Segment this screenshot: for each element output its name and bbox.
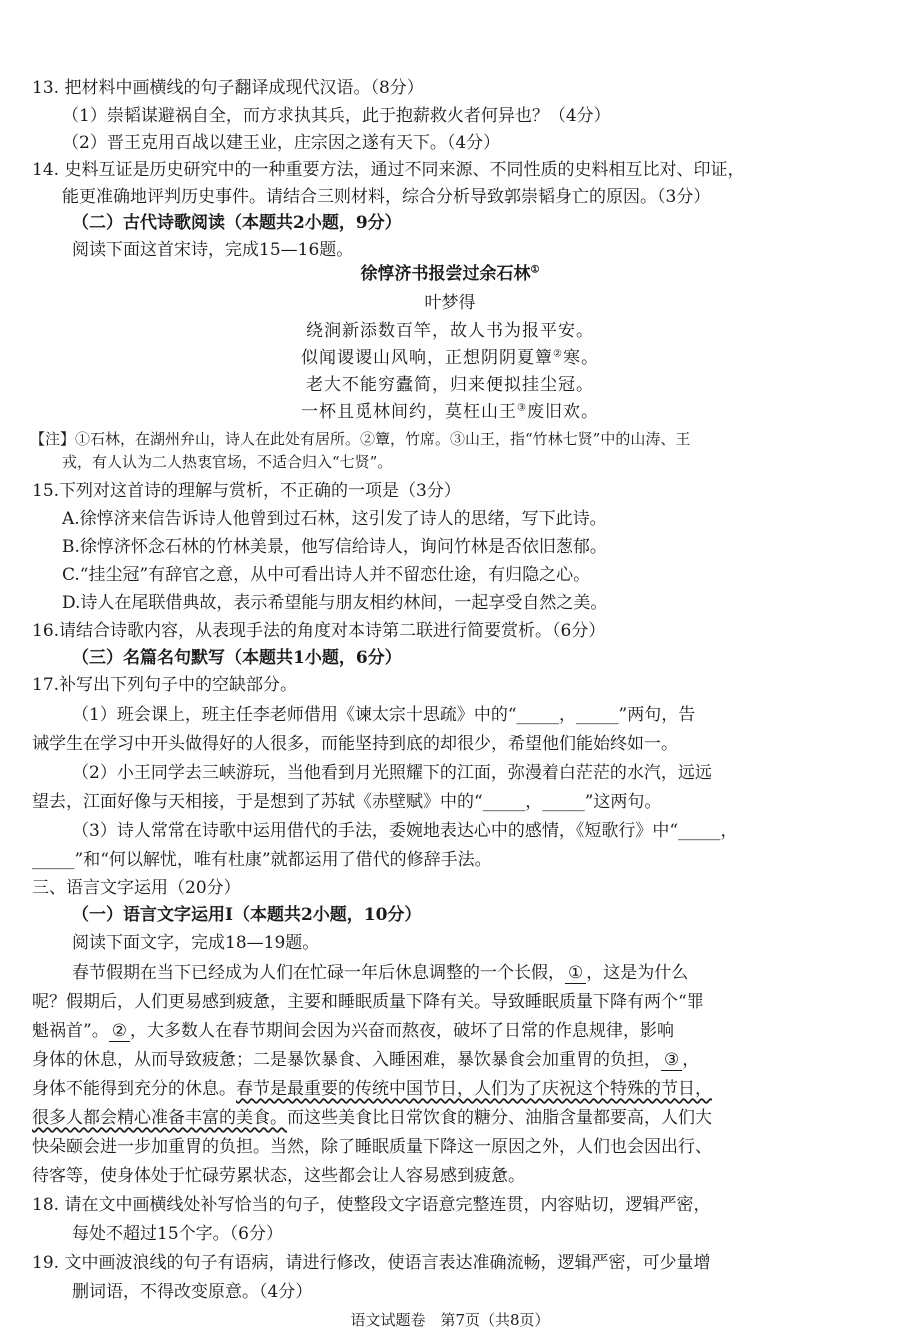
part3-heading: 三、语言文字运用（20分） (32, 878, 241, 898)
passage-text: 魁祸首”。 (32, 1021, 109, 1041)
q15-option-a: A.徐惇济来信告诉诗人他曾到过石林，这引发了诗人的思绪，写下此诗。 (62, 509, 607, 529)
page-footer: 语文试题卷 第7页（共8页） (350, 1311, 550, 1329)
poem-line-3: 老大不能穷蠹简，归来便拟挂尘冠。 (306, 375, 594, 395)
q17-sub2-line2: 望去，江面好像与天相接，于是想到了苏轼《赤壁赋》中的“_____，_____”这两句。 (32, 792, 662, 812)
wavy-sentence-part2: 很多人都会精心准备丰富的美食。 (32, 1108, 287, 1128)
q14-line1: 14. 史料互证是历史研究中的一种重要方法，通过不同来源、不同性质的史料相互比对、印证， (32, 160, 745, 180)
passage-line-7: 快朵颐会进一步加重胃的负担。当然，除了睡眠质量下降这一原因之外，人们也会因出行、 (32, 1137, 712, 1157)
poem-author: 叶梦得 (424, 293, 476, 313)
passage-line-1 (72, 961, 688, 986)
poem-line-4 (0, 400, 900, 425)
passage-text: 身体的休息，从而导致疲惫；二是暴饮暴食、入睡困难，暴饮暴食会加重胃的负担， (32, 1050, 661, 1070)
q17-sub1-line2: 诫学生在学习中开头做得好的人很多，而能坚持到底的却很少，希望他们能始终如一。 (32, 734, 678, 754)
part3-sub-heading: （一）语言文字运用Ⅰ（本题共2小题，10分） (72, 905, 422, 925)
q17-sub3-line2: _____”和“何以解忧，唯有杜康”就都运用了借代的修辞手法。 (32, 850, 492, 870)
passage-text: ，大多数人在春节期间会因为兴奋而熬夜，破坏了日常的作息规律，影响 (129, 1021, 674, 1041)
passage-text: ，这是为什么 (586, 963, 689, 983)
passage-line-3 (32, 1019, 674, 1044)
poem-line-4-text: 一杯且觅林间约，莫枉山王 (301, 402, 518, 422)
passage-line-6 (32, 1106, 712, 1131)
poem-line-1: 绕涧新添数百竿，故人书为报平安。 (306, 321, 594, 341)
q13-stem: 13. 把材料中画横线的句子翻译成现代汉语。（8分） (32, 78, 424, 98)
q15-option-c: C.“挂尘冠”有辞官之意，从中可看出诗人并不留恋仕途，有归隐之心。 (62, 565, 591, 585)
q14-line2: 能更准确地评判历史事件。请结合三则材料，综合分析导致郭崇韬身亡的原因。（3分） (62, 187, 711, 207)
poem-title-note-mark: ① (530, 264, 540, 276)
poem-line-4-end: 废旧欢。 (526, 402, 599, 422)
passage-line-5 (32, 1077, 712, 1102)
blank-2: ② (109, 1021, 130, 1042)
poem-line-2 (0, 346, 900, 371)
q18-line1: 18. 请在文中画横线处补写恰当的句子，使整段文字语意完整连贯，内容贴切，逻辑严密， (32, 1195, 711, 1215)
part3-intro: 阅读下面文字，完成18—19题。 (72, 933, 320, 953)
poem-note-line2: 戎，有人认为二人热衷官场，不适合归入“七贤”。 (62, 453, 393, 471)
poem-title-line (0, 262, 900, 287)
blank-3: ③ (661, 1050, 682, 1071)
poem-line-2-end: 寒。 (562, 348, 599, 368)
passage-line-8: 待客等，使身体处于忙碌劳累状态，这些都会让人容易感到疲惫。 (32, 1166, 525, 1186)
q13-sub1: （1）崇韬谋避祸自全，而方求执其兵，此于抱薪救火者何异也？（4分） (62, 106, 611, 126)
q15-option-d: D.诗人在尾联借典故，表示希望能与朋友相约林间，一起享受自然之美。 (62, 593, 608, 613)
passage-text: 而这些美食比日常饮食的糖分、油脂含量都要高，人们大 (287, 1108, 712, 1128)
q17-sub3-line1: （3）诗人常常在诗歌中运用借代的手法，委婉地表达心中的感情，《短歌行》中“_____， (72, 821, 738, 841)
q19-line2: 删词语，不得改变原意。（4分） (72, 1282, 313, 1302)
passage-text: ， (682, 1050, 700, 1070)
blank-1: ① (565, 963, 586, 984)
q15-stem: 15.下列对这首诗的理解与赏析，不正确的一项是（3分） (32, 481, 461, 501)
passage-line-2: 呢？假期后，人们更易感到疲惫，主要和睡眠质量下降有关。导致睡眠质量下降有两个“罪 (32, 992, 704, 1012)
q17-sub1-line1: （1）班会课上，班主任李老师借用《谏太宗十思疏》中的“_____，_____”两句，告 (72, 705, 696, 725)
poem-note-mark-2: ② (553, 348, 563, 360)
poem-note-line1: 【注】①石林，在湖州弁山，诗人在此处有居所。②簟，竹席。③山王，指“竹林七贤”中的山涛、王 (30, 430, 691, 448)
q13-sub2: （2）晋王克用百战以建王业，庄宗因之遂有天下。（4分） (62, 133, 501, 153)
section-poetry-heading: （二）古代诗歌阅读（本题共2小题，9分） (72, 213, 402, 233)
poem-line-2-text: 似闻谡谡山风响，正想阴阴夏簟 (301, 348, 554, 368)
q18-line2: 每处不超过15个字。（6分） (72, 1224, 283, 1244)
poem-title: 徐惇济书报尝过余石林 (360, 264, 531, 284)
passage-text: 春节假期在当下已经成为人们在忙碌一年后休息调整的一个长假， (72, 963, 565, 983)
q15-option-b: B.徐惇济怀念石林的竹林美景，他写信给诗人，询问竹林是否依旧葱郁。 (62, 537, 607, 557)
q16-stem: 16.请结合诗歌内容，从表现手法的角度对本诗第二联进行简要赏析。（6分） (32, 621, 606, 641)
section-dictation-heading: （三）名篇名句默写（本题共1小题，6分） (72, 648, 402, 668)
section-poetry-intro: 阅读下面这首宋诗，完成15—16题。 (72, 240, 354, 260)
poem-note-mark-3: ③ (517, 402, 527, 414)
passage-line-4 (32, 1048, 699, 1073)
q17-stem: 17.补写出下列句子中的空缺部分。 (32, 675, 298, 695)
q17-sub2-line1: （2）小王同学去三峡游玩，当他看到月光照耀下的江面，弥漫着白茫茫的水汽，远远 (72, 763, 712, 783)
q19-line1: 19. 文中画波浪线的句子有语病，请进行修改，使语言表达准确流畅，逻辑严密，可少量增 (32, 1253, 711, 1273)
passage-text: 身体不能得到充分的休息。 (32, 1079, 236, 1099)
wavy-sentence-part1: 春节是最重要的传统中国节日，人们为了庆祝这个特殊的节日， (236, 1079, 712, 1099)
